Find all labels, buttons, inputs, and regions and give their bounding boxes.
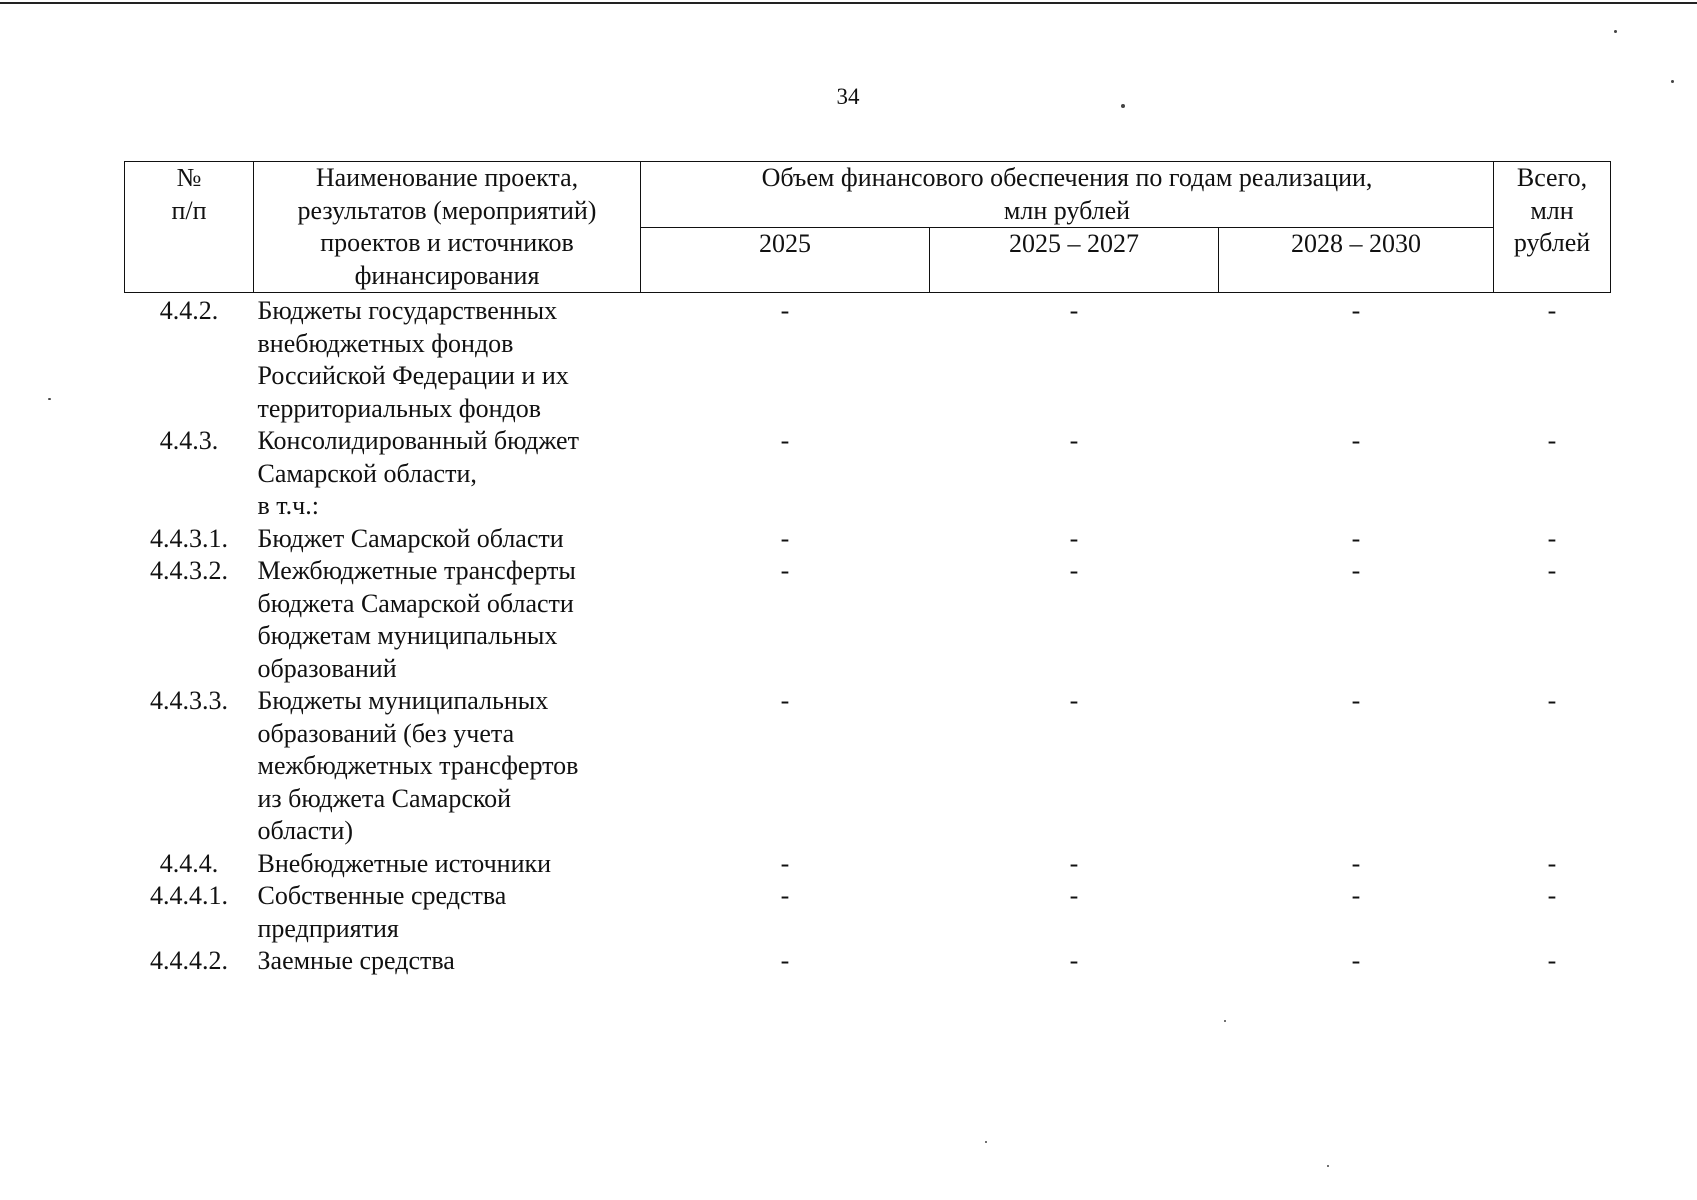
scan-speck (1121, 104, 1125, 108)
row-name-line: предприятия (257, 913, 399, 943)
row-name (254, 945, 641, 978)
row-name (254, 555, 641, 685)
value-2028-2030: - (1351, 296, 1361, 325)
value-2025: - (780, 296, 790, 325)
row-name-line: Внебюджетные источники (257, 848, 552, 878)
value-2025-2027: - (1069, 686, 1079, 715)
value-total: - (1547, 881, 1557, 910)
value-total: - (1547, 523, 1557, 553)
header-year-2025: 2025 (641, 228, 930, 293)
row-name-line: Бюджеты муниципальных (257, 686, 549, 715)
row-name-line: области) (257, 816, 354, 845)
value-2025-2027: - (1069, 556, 1079, 585)
value-2025: - (780, 848, 790, 878)
row-name-line: межбюджетных трансфертов (257, 751, 579, 780)
table-row (125, 523, 1611, 556)
value-total: - (1547, 426, 1557, 455)
header-total: Всего, млн рублей (1494, 162, 1611, 293)
row-name-line: внебюджетных фондов (257, 328, 514, 358)
value-2025-2027: - (1069, 426, 1079, 455)
value-total: - (1547, 848, 1557, 878)
value-2025-2027: - (1069, 848, 1079, 878)
row-number: 4.4.4. (159, 848, 219, 878)
value-total: - (1547, 296, 1557, 325)
row-number: 4.4.4.1. (150, 881, 228, 910)
scan-speck (1327, 1165, 1329, 1167)
value-2025-2027: - (1069, 881, 1079, 910)
scan-speck (1614, 30, 1617, 33)
row-number: 4.4.3.2. (150, 556, 228, 585)
table-body (125, 293, 1611, 978)
value-2028-2030: - (1351, 946, 1361, 975)
value-2025: - (780, 881, 790, 910)
value-total: - (1547, 556, 1557, 585)
value-2028-2030: - (1351, 523, 1361, 553)
row-number: 4.4.3. (159, 426, 219, 455)
value-total: - (1547, 686, 1557, 715)
row-number: 4.4.2. (159, 296, 219, 325)
row-name-line: Заемные средства (257, 946, 455, 975)
scan-speck (48, 398, 51, 400)
row-name-line: образований (257, 653, 397, 683)
row-name-line: территориальных фондов (257, 393, 541, 423)
table-row (125, 880, 1611, 945)
row-name (254, 523, 641, 556)
row-name-line: бюджета Самарской области (257, 588, 574, 618)
row-number: 4.4.4.2. (150, 946, 228, 975)
header-name: Наименование проекта, результатов (мероприятий) проектов и источников финансирования (254, 162, 641, 293)
scan-speck (1671, 80, 1674, 83)
table-row (125, 425, 1611, 523)
value-2028-2030: - (1351, 426, 1361, 455)
row-number: 4.4.3.1. (150, 523, 228, 553)
header-number: № п/п (125, 162, 254, 293)
row-name-line: Бюджет Самарской области (257, 523, 564, 553)
value-2025-2027: - (1069, 296, 1079, 325)
value-2025: - (780, 523, 790, 553)
value-total: - (1547, 946, 1557, 975)
row-name-line: Собственные средства (257, 881, 507, 910)
row-name-line: Межбюджетные трансферты (257, 556, 576, 585)
value-2025: - (780, 556, 790, 585)
value-2028-2030: - (1351, 848, 1361, 878)
table-row (125, 293, 1611, 426)
value-2025: - (780, 426, 790, 455)
row-name (254, 880, 641, 945)
row-name-line: бюджетам муниципальных (257, 621, 558, 650)
value-2025-2027: - (1069, 946, 1079, 975)
value-2028-2030: - (1351, 881, 1361, 910)
value-2025: - (780, 946, 790, 975)
row-name-line: Российской Федерации и их (257, 361, 569, 390)
value-2028-2030: - (1351, 686, 1361, 715)
scan-speck (1224, 1020, 1226, 1022)
row-number: 4.4.3.3. (150, 686, 228, 715)
row-name (254, 848, 641, 881)
value-2025-2027: - (1069, 523, 1079, 553)
table-row (125, 685, 1611, 848)
table-header (125, 162, 1611, 293)
top-rule (0, 2, 1697, 4)
value-2028-2030: - (1351, 556, 1361, 585)
row-name-line: Бюджеты государственных (257, 296, 558, 325)
table-row (125, 945, 1611, 978)
table-row (125, 848, 1611, 881)
financing-table (124, 161, 1611, 978)
row-name (254, 425, 641, 523)
row-name-line: Самарской области, (257, 458, 477, 488)
header-year-2025-2027: 2025 – 2027 (930, 228, 1219, 293)
page-number: 34 (836, 84, 860, 109)
row-name (254, 293, 641, 426)
row-name (254, 685, 641, 848)
row-name-line: образований (без учета (257, 718, 515, 748)
value-2025: - (780, 686, 790, 715)
header-year-2028-2030: 2028 – 2030 (1219, 228, 1494, 293)
table-row (125, 555, 1611, 685)
row-name-line: в т.ч.: (257, 491, 319, 520)
scan-speck (985, 1141, 987, 1143)
header-volume: Объем финансового обеспечения по годам реализации, млн рублей (641, 162, 1494, 228)
row-name-line: Консолидированный бюджет (257, 426, 579, 455)
row-name-line: из бюджета Самарской (257, 783, 512, 813)
